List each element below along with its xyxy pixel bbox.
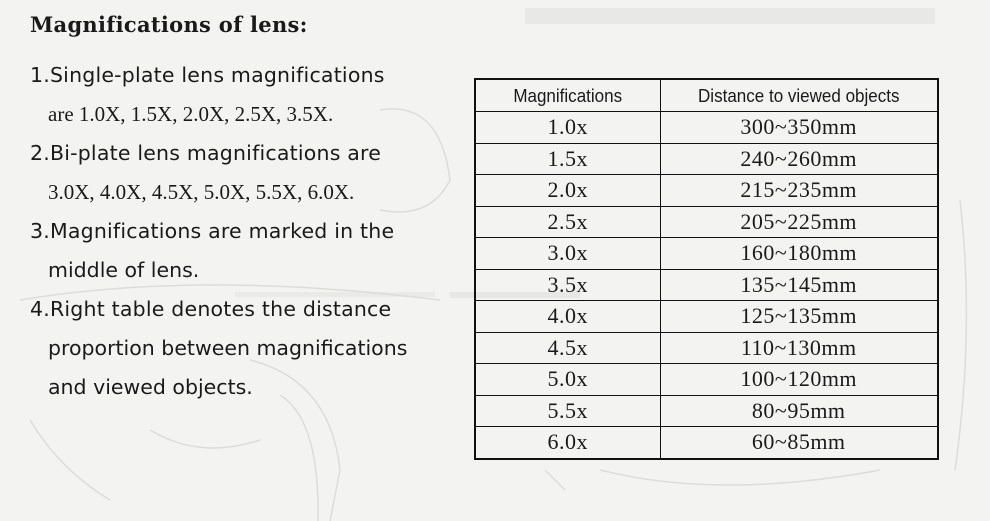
magnification-cell: 6.0x <box>475 427 660 459</box>
magnification-distance-table <box>474 78 939 460</box>
magnification-cell: 5.0x <box>475 364 660 396</box>
distance-cell: 135~145mm <box>660 269 938 301</box>
magnification-cell: 4.5x <box>475 332 660 364</box>
table-row <box>475 206 938 238</box>
instruction-line: are 1.0X, 1.5X, 2.0X, 2.5X, 3.5X. <box>48 102 334 126</box>
distance-cell: 125~135mm <box>660 301 938 333</box>
magnification-cell: 2.0x <box>475 175 660 207</box>
table-header-row <box>475 79 938 112</box>
magnification-cell: 4.0x <box>475 301 660 333</box>
section-heading: Magnifications of lens: <box>30 12 308 37</box>
table-row <box>475 301 938 333</box>
instruction-line: 1.Single-plate lens magnifications <box>30 63 385 87</box>
instruction-line: and viewed objects. <box>48 375 253 399</box>
distance-cell: 110~130mm <box>660 332 938 364</box>
distance-cell: 60~85mm <box>660 427 938 459</box>
distance-cell: 300~350mm <box>660 112 938 144</box>
instruction-line: 2.Bi-plate lens magnifications are <box>30 141 382 165</box>
magnification-cell: 1.0x <box>475 112 660 144</box>
instruction-line: 3.0X, 4.0X, 4.5X, 5.0X, 5.5X, 6.0X. <box>48 180 355 204</box>
table-row <box>475 395 938 427</box>
distance-cell: 215~235mm <box>660 175 938 207</box>
magnification-cell: 3.5x <box>475 269 660 301</box>
instruction-item <box>30 56 430 134</box>
table-row <box>475 175 938 207</box>
distance-cell: 100~120mm <box>660 364 938 396</box>
instruction-line: middle of lens. <box>48 258 200 282</box>
table-row <box>475 332 938 364</box>
table-row <box>475 112 938 144</box>
instruction-line: 4.Right table denotes the distance <box>30 297 392 321</box>
instruction-line: proportion between magnifications <box>48 336 408 360</box>
magnification-cell: 5.5x <box>475 395 660 427</box>
table-row <box>475 364 938 396</box>
column-header-magnifications: Magnifications <box>482 79 652 112</box>
magnification-cell: 3.0x <box>475 238 660 270</box>
distance-cell: 240~260mm <box>660 143 938 175</box>
distance-cell: 160~180mm <box>660 238 938 270</box>
instruction-item <box>30 212 430 290</box>
distance-cell: 205~225mm <box>660 206 938 238</box>
table-row <box>475 269 938 301</box>
table-row <box>475 143 938 175</box>
instruction-item <box>30 290 430 407</box>
magnification-cell: 1.5x <box>475 143 660 175</box>
instruction-item <box>30 134 430 212</box>
instruction-line: 3.Magnifications are marked in the <box>30 219 395 243</box>
table-row <box>475 238 938 270</box>
table-row <box>475 427 938 459</box>
instruction-list <box>30 56 430 407</box>
magnification-cell: 2.5x <box>475 206 660 238</box>
column-header-distance: Distance to viewed objects <box>671 79 927 112</box>
distance-cell: 80~95mm <box>660 395 938 427</box>
